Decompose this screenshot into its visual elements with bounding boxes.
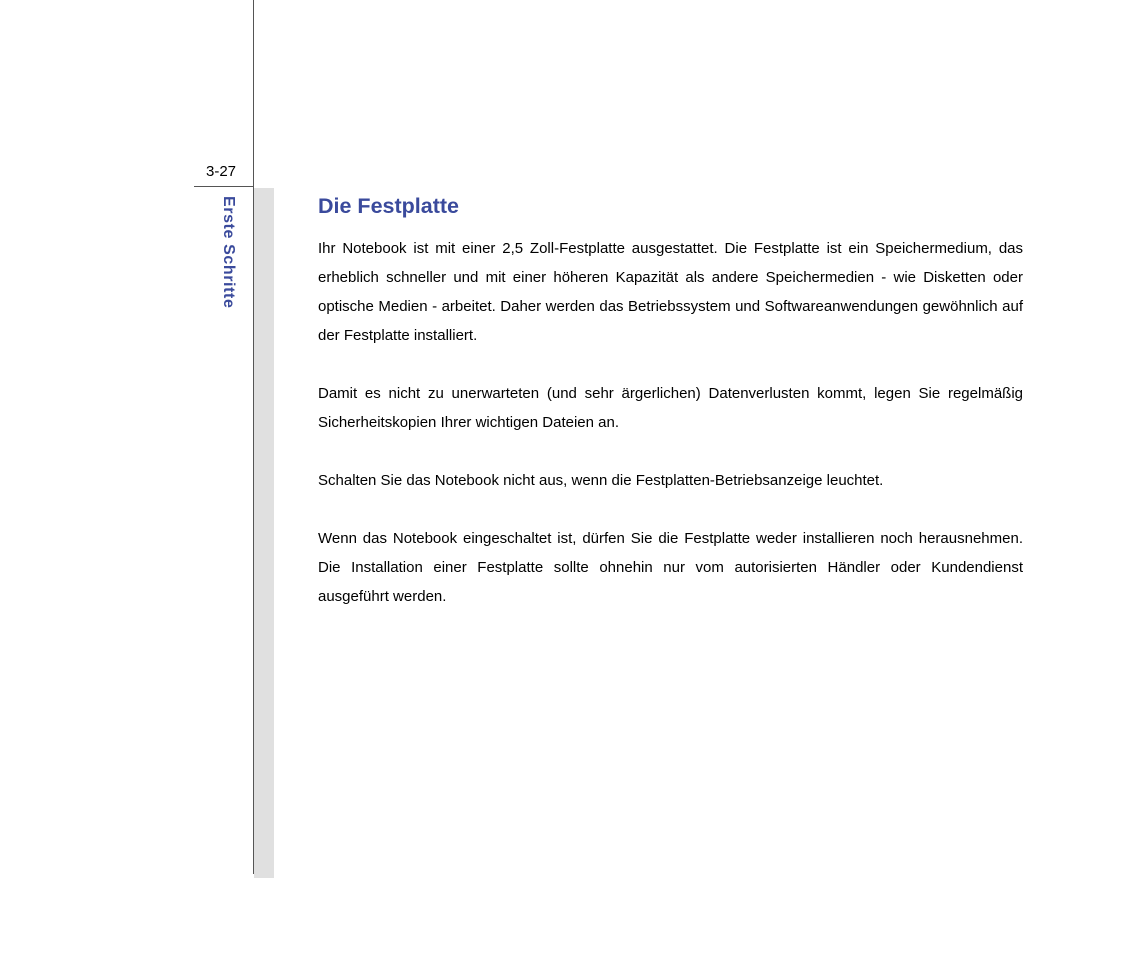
paragraph: Damit es nicht zu unerwarteten (und sehr ärgerlichen) Datenverlusten kommt, legen Sie regelmäßig Sicherheitskopien Ihrer wichtigen Dateien an. — [318, 385, 1023, 431]
paragraph: Schalten Sie das Notebook nicht aus, wenn die Festplatten-Betriebsanzeige leuchtet. — [318, 472, 884, 489]
page-number-rule — [194, 186, 254, 187]
paragraph: Ihr Notebook ist mit einer 2,5 Zoll-Festplatte ausgestattet. Die Festplatte ist ein Speichermedium, das erheblich schneller und mit einer höheren Kapazität als andere Speichermedien - wie Disketten oder optische Medien - arbeitet. Daher werden das Betriebssystem und Softwareanwendungen gewöhnlich auf der Festplatte installiert. — [318, 240, 1023, 344]
main-content — [318, 190, 1023, 611]
section-title: Die Festplatte — [318, 194, 459, 218]
paragraph: Wenn das Notebook eingeschaltet ist, dürfen Sie die Festplatte weder installieren noch herausnehmen. Die Installation einer Festplatte sollte ohnehin nur vom autorisierten Händler oder Kundendienst ausgeführt werden. — [318, 530, 1023, 605]
sidebar-bar — [254, 188, 274, 878]
chapter-label: Erste Schritte — [220, 196, 237, 309]
page-number: 3-27 — [206, 163, 237, 180]
